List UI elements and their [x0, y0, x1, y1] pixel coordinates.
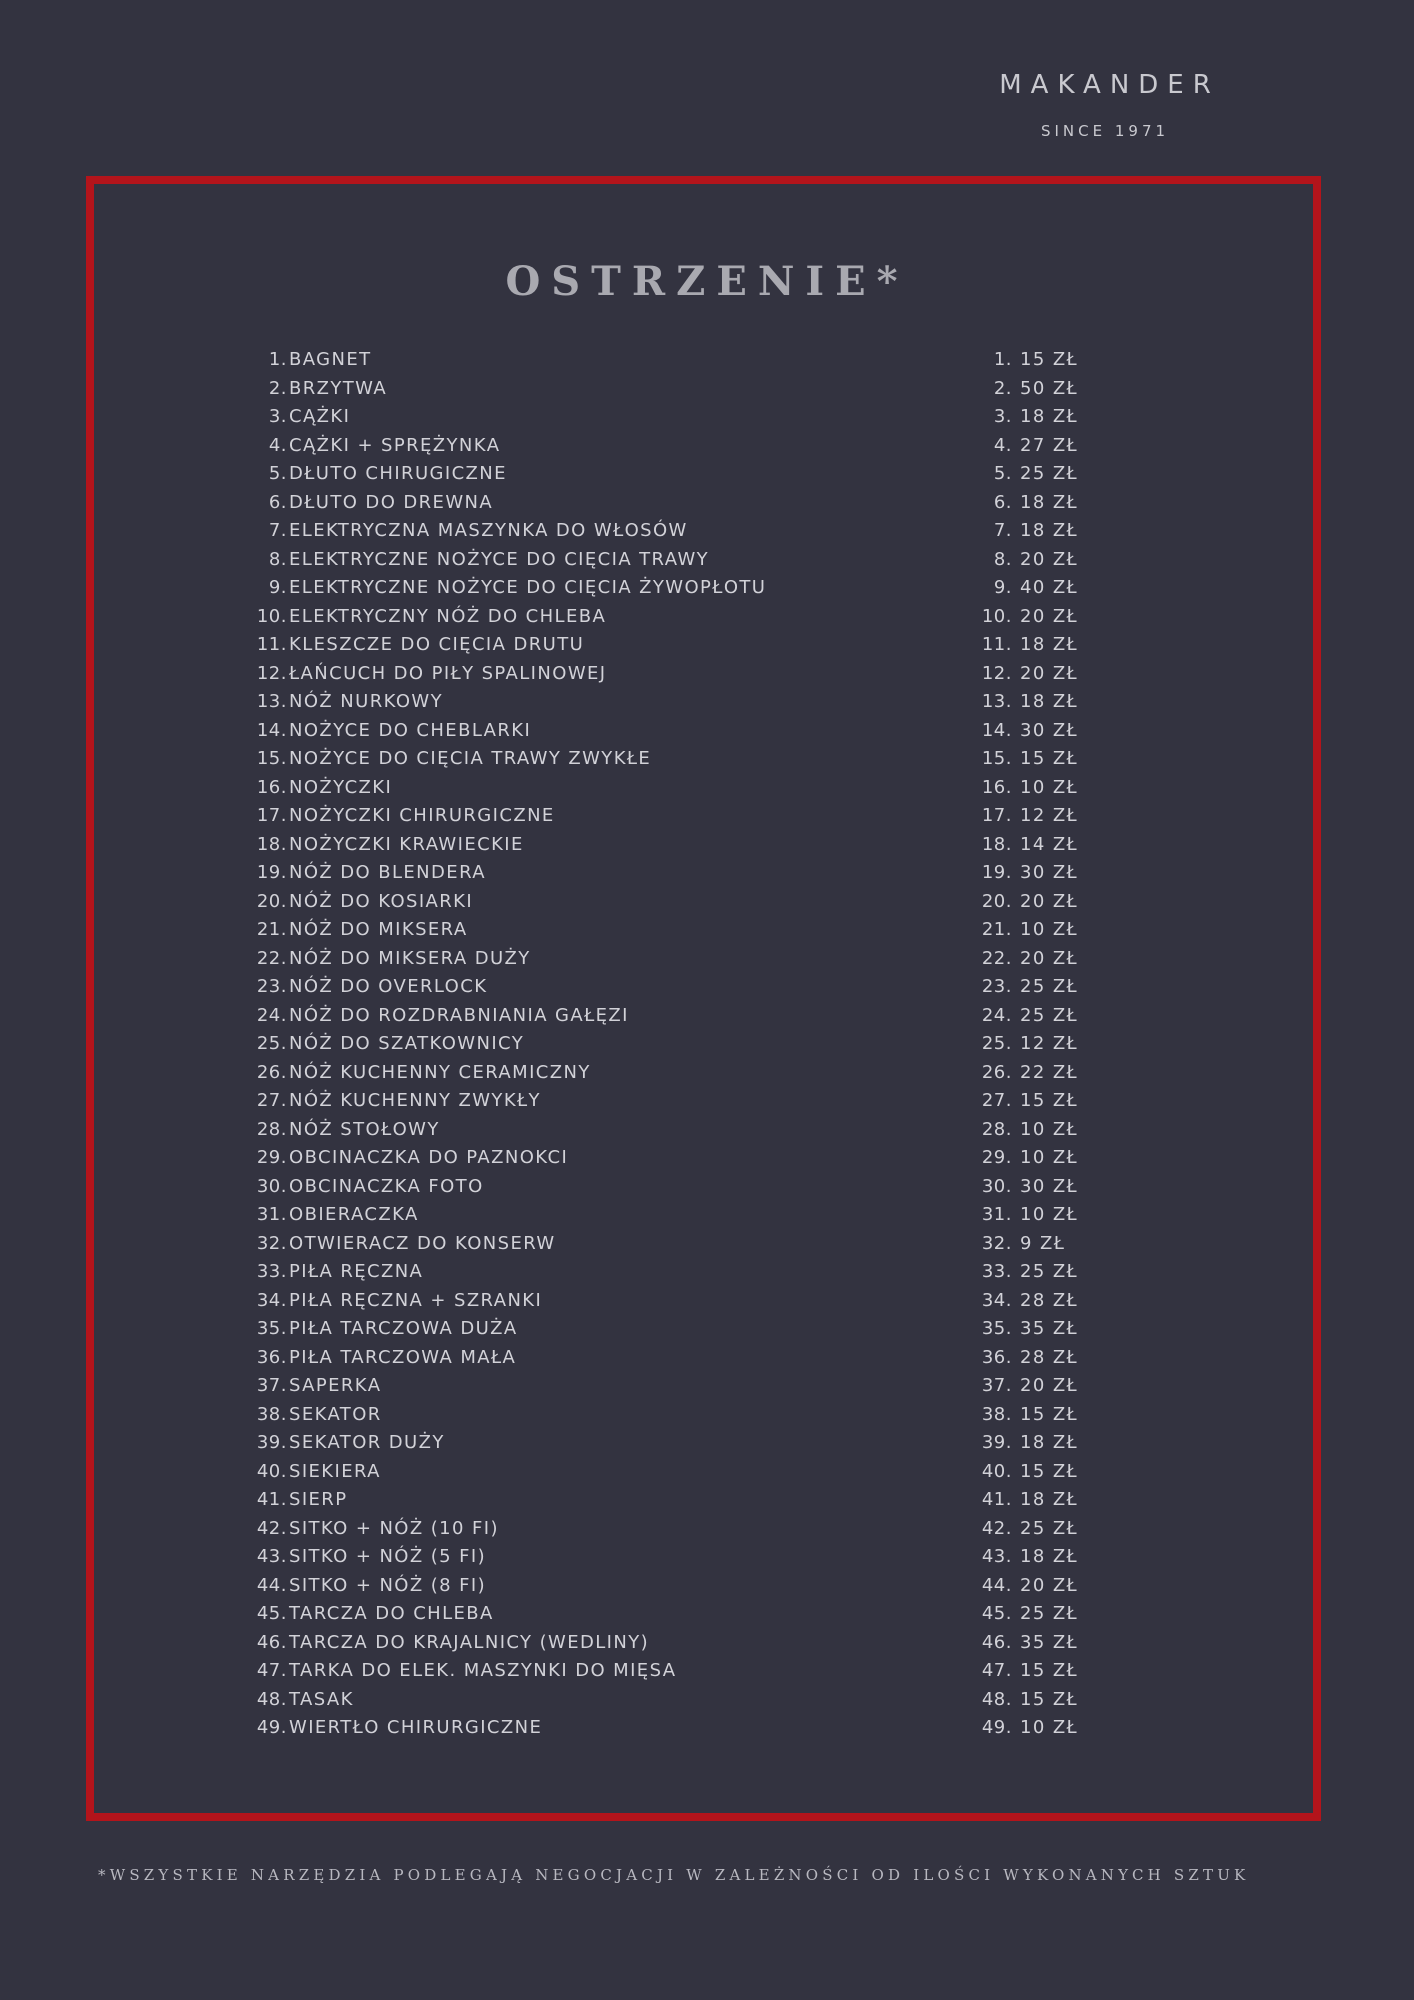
list-item [240, 1090, 1140, 1119]
item-price: 18 ZŁ [1020, 1546, 1079, 1567]
price-number: 23. [981, 976, 1012, 997]
list-item [240, 606, 1140, 635]
price-number: 38. [981, 1403, 1012, 1425]
list-item [240, 1546, 1140, 1575]
list-item [240, 1204, 1140, 1233]
item-number: 8. [268, 548, 287, 570]
list-item [240, 1432, 1140, 1461]
item-price: 40 ZŁ [1020, 577, 1079, 598]
page-title: OSTRZENIE* [505, 258, 909, 305]
list-item [240, 435, 1140, 464]
item-number: 2. [268, 377, 287, 399]
list-item [240, 1404, 1140, 1433]
item-price: 15 ZŁ [1020, 1090, 1079, 1111]
item-price: 15 ZŁ [1020, 748, 1079, 769]
list-item [240, 1176, 1140, 1205]
price-number: 39. [981, 1432, 1012, 1453]
item-price: 25 ZŁ [1020, 1261, 1079, 1282]
item-name: TASAK [289, 1688, 354, 1710]
price-number: 19. [981, 862, 1012, 883]
item-number: 15. [256, 748, 287, 769]
item-name: SITKO + NÓŻ (10 FI) [289, 1517, 499, 1539]
item-number: 31. [256, 1204, 287, 1225]
list-item [240, 1689, 1140, 1718]
item-name: CĄŻKI + SPRĘŻYNKA [289, 434, 501, 456]
price-list [240, 349, 1140, 1746]
footnote: *WSZYSTKIE NARZĘDZIA PODLEGAJĄ NEGOCJACJI W ZALEŻNOŚCI OD ILOŚCI WYKONANYCH SZTUK [98, 1866, 1250, 1884]
item-price: 15 ZŁ [1020, 1660, 1079, 1681]
price-number: 48. [981, 1688, 1012, 1710]
list-item [240, 1660, 1140, 1689]
brand-name: MAKANDER [999, 70, 1220, 100]
item-price: 10 ZŁ [1020, 1118, 1079, 1140]
item-number: 38. [256, 1403, 287, 1425]
item-price: 18 ZŁ [1020, 520, 1079, 541]
item-name: CĄŻKI [289, 406, 351, 427]
item-number: 21. [256, 919, 287, 940]
list-item [240, 1318, 1140, 1347]
item-price: 18 ZŁ [1020, 491, 1079, 513]
item-name: NÓŻ DO OVERLOCK [289, 976, 488, 997]
price-number: 41. [981, 1489, 1012, 1510]
item-name: NÓŻ DO KOSIARKI [289, 890, 474, 912]
list-item [240, 720, 1140, 749]
item-name: DŁUTO DO DREWNA [289, 491, 494, 513]
list-item [240, 1233, 1140, 1262]
item-number: 43. [256, 1546, 287, 1567]
item-name: NOŻYCZKI CHIRURGICZNE [289, 805, 555, 826]
item-number: 34. [256, 1289, 287, 1311]
item-number: 37. [256, 1375, 287, 1396]
price-number: 22. [981, 947, 1012, 969]
item-price: 15 ZŁ [1020, 1403, 1079, 1425]
list-item [240, 1062, 1140, 1091]
item-number: 4. [268, 434, 287, 456]
price-number: 11. [981, 634, 1012, 655]
price-number: 27. [981, 1090, 1012, 1111]
price-number: 2. [993, 377, 1012, 399]
item-name: KLESZCZE DO CIĘCIA DRUTU [289, 634, 585, 655]
item-name: ELEKTRYCZNE NOŻYCE DO CIĘCIA TRAWY [289, 548, 710, 570]
price-number: 21. [981, 919, 1012, 940]
item-price: 10 ZŁ [1020, 776, 1079, 798]
item-price: 18 ZŁ [1020, 634, 1079, 655]
list-item [240, 834, 1140, 863]
item-price: 20 ZŁ [1020, 662, 1079, 684]
price-number: 14. [981, 719, 1012, 741]
item-name: NÓŻ DO SZATKOWNICY [289, 1033, 525, 1054]
item-price: 30 ZŁ [1020, 1175, 1079, 1197]
item-name: BAGNET [289, 349, 372, 370]
list-item [240, 406, 1140, 435]
item-number: 5. [268, 463, 287, 484]
list-item [240, 549, 1140, 578]
list-item [240, 777, 1140, 806]
item-number: 14. [256, 719, 287, 741]
list-item [240, 634, 1140, 663]
price-number: 31. [981, 1204, 1012, 1225]
price-number: 45. [981, 1603, 1012, 1624]
item-number: 39. [256, 1432, 287, 1453]
item-name: TARCZA DO KRAJALNICY (WEDLINY) [289, 1631, 650, 1653]
price-number: 29. [981, 1147, 1012, 1168]
item-name: ELEKTRYCZNA MASZYNKA DO WŁOSÓW [289, 520, 688, 541]
item-number: 9. [268, 577, 287, 598]
list-item [240, 691, 1140, 720]
item-name: PIŁA RĘCZNA [289, 1261, 424, 1282]
item-number: 26. [256, 1061, 287, 1083]
item-number: 41. [256, 1489, 287, 1510]
price-number: 46. [981, 1631, 1012, 1653]
item-price: 28 ZŁ [1020, 1346, 1079, 1368]
item-price: 10 ZŁ [1020, 919, 1079, 940]
item-name: SIEKIERA [289, 1460, 381, 1482]
price-number: 33. [981, 1261, 1012, 1282]
item-price: 10 ZŁ [1020, 1717, 1079, 1738]
price-number: 40. [981, 1460, 1012, 1482]
price-number: 26. [981, 1061, 1012, 1083]
list-item [240, 577, 1140, 606]
item-name: ELEKTRYCZNE NOŻYCE DO CIĘCIA ŻYWOPŁOTU [289, 577, 767, 598]
price-number: 47. [981, 1660, 1012, 1681]
list-item [240, 663, 1140, 692]
item-price: 20 ZŁ [1020, 605, 1079, 627]
item-number: 12. [256, 662, 287, 684]
item-price: 50 ZŁ [1020, 377, 1079, 399]
price-number: 15. [981, 748, 1012, 769]
item-price: 15 ZŁ [1020, 349, 1079, 370]
item-number: 17. [256, 805, 287, 826]
item-name: NÓŻ DO ROZDRABNIANIA GAŁĘZI [289, 1004, 629, 1026]
item-number: 6. [268, 491, 287, 513]
item-number: 22. [256, 947, 287, 969]
item-number: 28. [256, 1118, 287, 1140]
item-name: WIERTŁO CHIRURGICZNE [289, 1717, 543, 1738]
item-number: 45. [256, 1603, 287, 1624]
list-item [240, 1290, 1140, 1319]
item-number: 20. [256, 890, 287, 912]
list-item [240, 1347, 1140, 1376]
item-name: NÓŻ DO BLENDERA [289, 862, 486, 883]
price-number: 7. [993, 520, 1012, 541]
list-item [240, 1461, 1140, 1490]
item-price: 28 ZŁ [1020, 1289, 1079, 1311]
item-name: OBCINACZKA DO PAZNOKCI [289, 1147, 569, 1168]
item-name: OBCINACZKA FOTO [289, 1175, 484, 1197]
item-price: 30 ZŁ [1020, 862, 1079, 883]
price-number: 30. [981, 1175, 1012, 1197]
item-name: ELEKTRYCZNY NÓŻ DO CHLEBA [289, 605, 607, 627]
price-number: 49. [981, 1717, 1012, 1738]
item-name: SEKATOR DUŻY [289, 1432, 445, 1453]
item-number: 23. [256, 976, 287, 997]
brand-since: SINCE 1971 [1040, 122, 1170, 140]
item-price: 18 ZŁ [1020, 406, 1079, 427]
item-name: OBIERACZKA [289, 1204, 419, 1225]
price-number: 3. [993, 406, 1012, 427]
item-number: 48. [256, 1688, 287, 1710]
item-price: 15 ZŁ [1020, 1688, 1079, 1710]
item-name: PIŁA TARCZOWA DUŻA [289, 1318, 518, 1339]
item-number: 10. [256, 605, 287, 627]
item-number: 16. [256, 776, 287, 798]
price-number: 12. [981, 662, 1012, 684]
item-number: 7. [268, 520, 287, 541]
list-item [240, 976, 1140, 1005]
price-number: 32. [981, 1232, 1012, 1254]
item-price: 12 ZŁ [1020, 1033, 1079, 1054]
item-name: NÓŻ KUCHENNY CERAMICZNY [289, 1061, 591, 1083]
item-number: 35. [256, 1318, 287, 1339]
item-price: 15 ZŁ [1020, 1460, 1079, 1482]
list-item [240, 378, 1140, 407]
item-number: 32. [256, 1232, 287, 1254]
list-item [240, 919, 1140, 948]
price-number: 6. [993, 491, 1012, 513]
list-item [240, 805, 1140, 834]
price-number: 36. [981, 1346, 1012, 1368]
item-price: 20 ZŁ [1020, 548, 1079, 570]
price-number: 8. [993, 548, 1012, 570]
item-name: NÓŻ NURKOWY [289, 691, 444, 712]
price-number: 17. [981, 805, 1012, 826]
item-price: 27 ZŁ [1020, 434, 1079, 456]
item-price: 12 ZŁ [1020, 805, 1079, 826]
item-price: 25 ZŁ [1020, 1603, 1079, 1624]
item-price: 18 ZŁ [1020, 691, 1079, 712]
price-number: 10. [981, 605, 1012, 627]
price-number: 25. [981, 1033, 1012, 1054]
list-item [240, 1147, 1140, 1176]
item-name: NOŻYCZKI [289, 776, 393, 798]
item-name: TARKA DO ELEK. MASZYNKI DO MIĘSA [289, 1660, 677, 1681]
item-number: 46. [256, 1631, 287, 1653]
item-price: 18 ZŁ [1020, 1432, 1079, 1453]
item-number: 24. [256, 1004, 287, 1026]
price-number: 28. [981, 1118, 1012, 1140]
item-price: 10 ZŁ [1020, 1204, 1079, 1225]
item-number: 42. [256, 1517, 287, 1539]
price-number: 9. [993, 577, 1012, 598]
list-item [240, 1261, 1140, 1290]
item-price: 14 ZŁ [1020, 833, 1079, 855]
item-price: 9 ZŁ [1020, 1232, 1066, 1254]
list-item [240, 1575, 1140, 1604]
list-item [240, 862, 1140, 891]
item-price: 30 ZŁ [1020, 719, 1079, 741]
price-number: 20. [981, 890, 1012, 912]
item-price: 20 ZŁ [1020, 1574, 1079, 1596]
price-number: 24. [981, 1004, 1012, 1026]
item-price: 22 ZŁ [1020, 1061, 1079, 1083]
item-number: 1. [268, 349, 287, 370]
item-name: SIERP [289, 1489, 348, 1510]
item-name: TARCZA DO CHLEBA [289, 1603, 494, 1624]
item-number: 49. [256, 1717, 287, 1738]
item-number: 18. [256, 833, 287, 855]
item-number: 19. [256, 862, 287, 883]
list-item [240, 520, 1140, 549]
item-price: 18 ZŁ [1020, 1489, 1079, 1510]
item-price: 35 ZŁ [1020, 1631, 1079, 1653]
list-item [240, 1632, 1140, 1661]
item-number: 33. [256, 1261, 287, 1282]
item-name: DŁUTO CHIRUGICZNE [289, 463, 507, 484]
price-number: 18. [981, 833, 1012, 855]
item-price: 10 ZŁ [1020, 1147, 1079, 1168]
list-item [240, 1033, 1140, 1062]
item-price: 25 ZŁ [1020, 1517, 1079, 1539]
item-price: 35 ZŁ [1020, 1318, 1079, 1339]
list-item [240, 349, 1140, 378]
item-number: 47. [256, 1660, 287, 1681]
list-item [240, 463, 1140, 492]
item-name: OTWIERACZ DO KONSERW [289, 1232, 556, 1254]
item-number: 3. [268, 406, 287, 427]
price-number: 42. [981, 1517, 1012, 1539]
item-price: 25 ZŁ [1020, 463, 1079, 484]
item-name: PIŁA RĘCZNA + SZRANKI [289, 1289, 543, 1311]
item-number: 25. [256, 1033, 287, 1054]
item-price: 20 ZŁ [1020, 1375, 1079, 1396]
list-item [240, 891, 1140, 920]
item-name: SITKO + NÓŻ (5 FI) [289, 1546, 487, 1567]
item-name: NÓŻ KUCHENNY ZWYKŁY [289, 1090, 541, 1111]
item-name: SEKATOR [289, 1403, 382, 1425]
price-number: 1. [993, 349, 1012, 370]
item-price: 25 ZŁ [1020, 1004, 1079, 1026]
item-name: NÓŻ STOŁOWY [289, 1118, 440, 1140]
price-number: 13. [981, 691, 1012, 712]
list-item [240, 1518, 1140, 1547]
item-number: 11. [256, 634, 287, 655]
list-item [240, 1119, 1140, 1148]
item-name: SITKO + NÓŻ (8 FI) [289, 1574, 487, 1596]
item-name: BRZYTWA [289, 377, 388, 399]
price-number: 43. [981, 1546, 1012, 1567]
item-name: NOŻYCE DO CIĘCIA TRAWY ZWYKŁE [289, 748, 652, 769]
price-number: 37. [981, 1375, 1012, 1396]
item-price: 20 ZŁ [1020, 890, 1079, 912]
item-number: 29. [256, 1147, 287, 1168]
item-name: NOŻYCZKI KRAWIECKIE [289, 833, 524, 855]
price-number: 34. [981, 1289, 1012, 1311]
list-item [240, 1375, 1140, 1404]
list-item [240, 748, 1140, 777]
item-number: 30. [256, 1175, 287, 1197]
price-number: 16. [981, 776, 1012, 798]
item-name: ŁAŃCUCH DO PIŁY SPALINOWEJ [289, 662, 607, 684]
item-name: NÓŻ DO MIKSERA DUŻY [289, 947, 531, 969]
item-number: 36. [256, 1346, 287, 1368]
list-item [240, 948, 1140, 977]
price-number: 4. [993, 434, 1012, 456]
brand-logo [950, 70, 1260, 140]
item-price: 20 ZŁ [1020, 947, 1079, 969]
list-item [240, 492, 1140, 521]
item-number: 13. [256, 691, 287, 712]
item-number: 27. [256, 1090, 287, 1111]
list-item [240, 1603, 1140, 1632]
item-price: 25 ZŁ [1020, 976, 1079, 997]
list-item [240, 1489, 1140, 1518]
list-item [240, 1717, 1140, 1746]
item-name: SAPERKA [289, 1375, 382, 1396]
item-number: 44. [256, 1574, 287, 1596]
list-item [240, 1005, 1140, 1034]
item-number: 40. [256, 1460, 287, 1482]
item-name: NÓŻ DO MIKSERA [289, 919, 468, 940]
price-number: 5. [993, 463, 1012, 484]
item-name: NOŻYCE DO CHEBLARKI [289, 719, 532, 741]
price-number: 44. [981, 1574, 1012, 1596]
item-name: PIŁA TARCZOWA MAŁA [289, 1346, 517, 1368]
price-number: 35. [981, 1318, 1012, 1339]
